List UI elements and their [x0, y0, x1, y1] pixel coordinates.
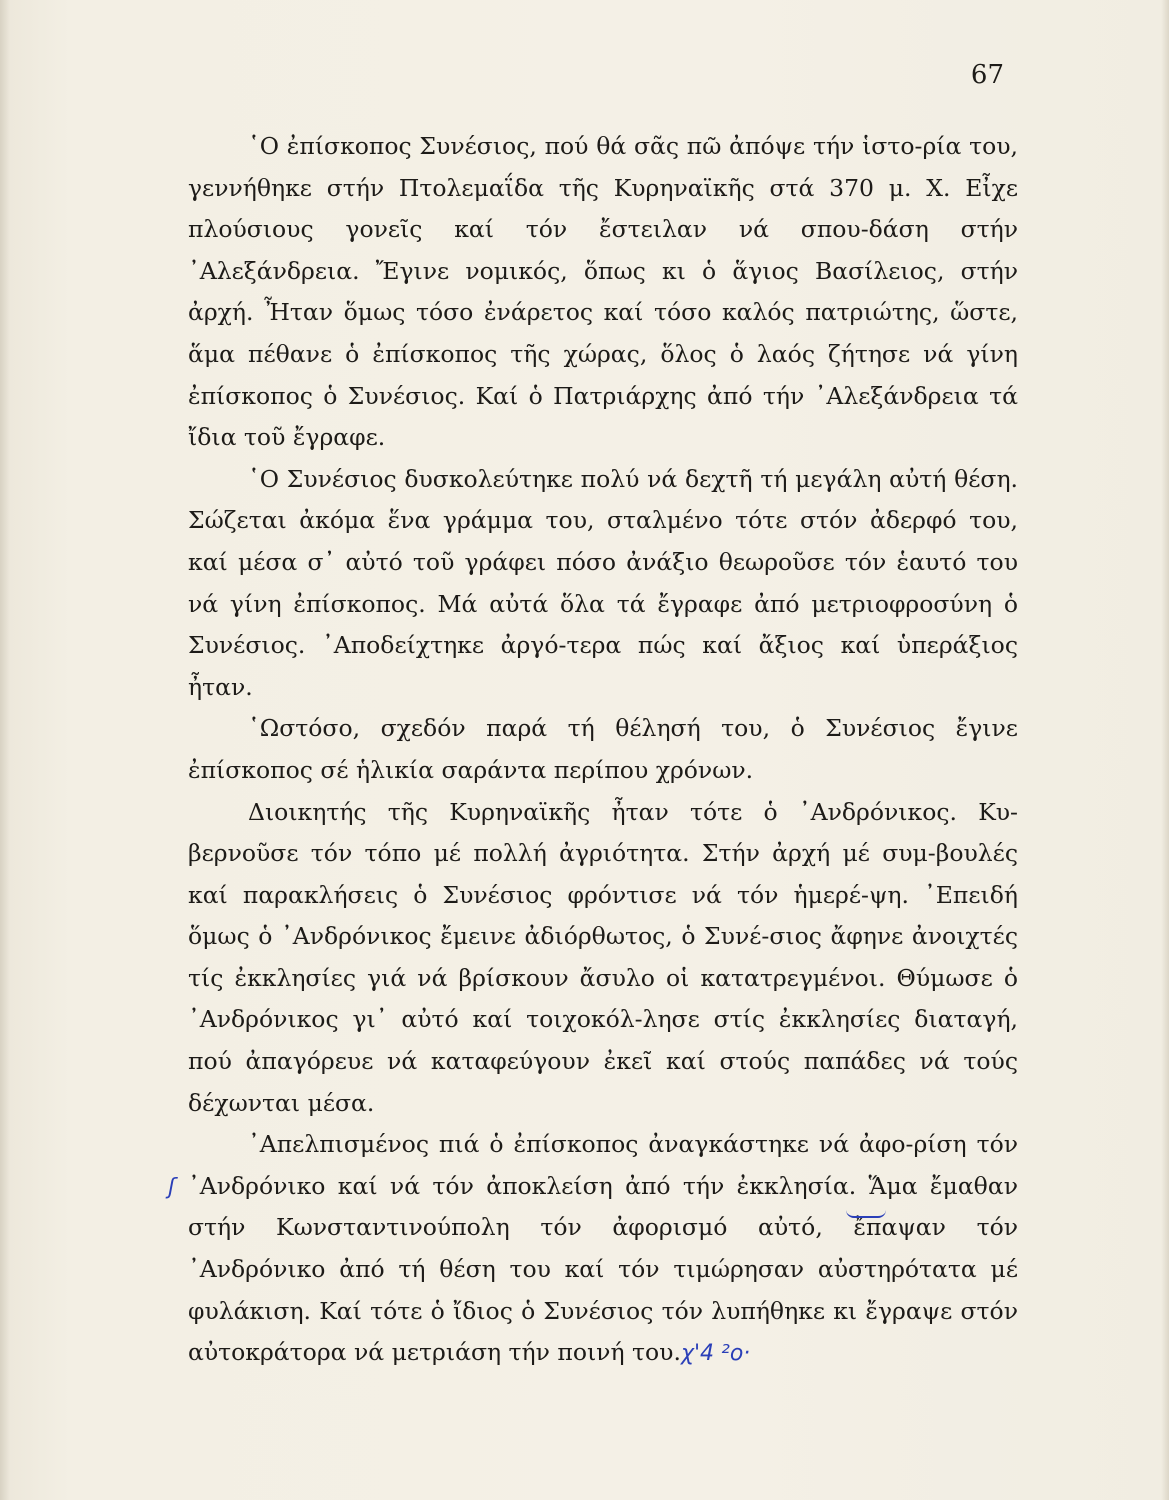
handwritten-end-note: χ'4 ²ο·	[680, 1341, 751, 1367]
page-edge-right	[1161, 0, 1169, 1500]
paragraph-2: ῾Ο Συνέσιος δυσκολεύτηκε πολύ νά δεχτῆ τή μεγάλη αὐτή θέση. Σώζεται ἀκόμα ἕνα γράμμα του, σταλμένο τότε στόν ἀδερφό του, καί μέσα σ᾿ αὐτό τοῦ γράφει πόσο ἀνάξιο θεωροῦσε τόν ἑαυτό του νά γίνη ἐπίσκοπος. Μά αὐτά ὅλα τά ἔγραφε ἀπό μετριοφροσύνη ὁ Συνέσιος. ᾿Αποδείχτηκε ἀργό-τερα πώς καί ἄξιος καί ὑπεράξιος ἦταν.	[188, 464, 1018, 701]
handwritten-margin-mark: ʃ	[168, 1175, 176, 1200]
page-edge-left	[0, 0, 10, 1500]
paragraph-1: ῾Ο ἐπίσκοπος Συνέσιος, πού θά σᾶς πῶ ἀπόψε τήν ἱστο-ρία του, γεννήθηκε στήν Πτολεμαΐδα τῆς Κυρηναϊκῆς στά 370 μ. Χ. Εἶχε πλούσιους γονεῖς καί τόν ἔστειλαν νά σπου-δάση στήν ᾿Αλεξάνδρεια. Ἔγινε νομικός, ὅπως κι ὁ ἅγιος Βασίλειος, στήν ἀρχή. Ἦταν ὅμως τόσο ἐνάρετος καί τόσο καλός πατριώτης, ὥστε, ἅμα πέθανε ὁ ἐπίσκοπος τῆς χώρας, ὅλος ὁ λαός ζήτησε νά γίνη ἐπίσκοπος ὁ Συνέσιος. Καί ὁ Πατριάρχης ἀπό τήν ᾿Αλεξάνδρεια τά ἴδια τοῦ ἔγραφε.	[188, 132, 1018, 452]
body-text	[188, 126, 1018, 1375]
page-number: 67	[970, 60, 1004, 90]
handwritten-underline	[846, 1210, 886, 1218]
paragraph-4: Διοικητής τῆς Κυρηναϊκῆς ἦταν τότε ὁ ᾿Ανδρόνικος. Κυ-βερνοῦσε τόν τόπο μέ πολλή ἀγριότητα. Στήν ἀρχή μέ συμ-βουλές καί παρακλήσεις ὁ Συνέσιος φρόντισε νά τόν ἡμερέ-ψη. ᾿Επειδή ὅμως ὁ ᾿Ανδρόνικος ἔμεινε ἀδιόρθωτος, ὁ Συνέ-σιος ἄφηνε ἀνοιχτές τίς ἐκκλησίες γιά νά βρίσκουν ἄσυλο οἱ κατατρεγμένοι. Θύμωσε ὁ ᾿Ανδρόνικος γι᾿ αὐτό καί τοιχοκόλ-λησε στίς ἐκκλησίες διαταγή, πού ἀπαγόρευε νά καταφεύγουν ἐκεῖ καί στούς παπάδες νά τούς δέχωνται μέσα.	[188, 797, 1018, 1117]
paragraph-5	[188, 1124, 1018, 1375]
paragraph-5-text: ᾿Απελπισμένος πιά ὁ ἐπίσκοπος ἀναγκάστηκε νά ἀφο-ρίση τόν ᾿Ανδρόνικο καί νά τόν ἀποκλείση ἀπό τήν ἐκκλησία. Ἅμα ἔμαθαν στήν Κωνσταντινούπολη τόν ἀφορισμό αὐτό, ἔπαψαν τόν ᾿Ανδρόνικο ἀπό τή θέση του καί τόν τιμώρησαν αὐστηρότατα μέ φυλάκιση. Καί τότε ὁ ἴδιος ὁ Συνέσιος τόν λυπήθηκε κι ἔγραψε στόν αὐτοκράτορα νά μετριάση τήν ποινή του.	[188, 1130, 1018, 1367]
paragraph-3: ῾Ωστόσο, σχεδόν παρά τή θέλησή του, ὁ Συνέσιος ἔγινε ἐπίσκοπος σέ ἡλικία σαράντα περίπου χρόνων.	[188, 714, 1018, 784]
